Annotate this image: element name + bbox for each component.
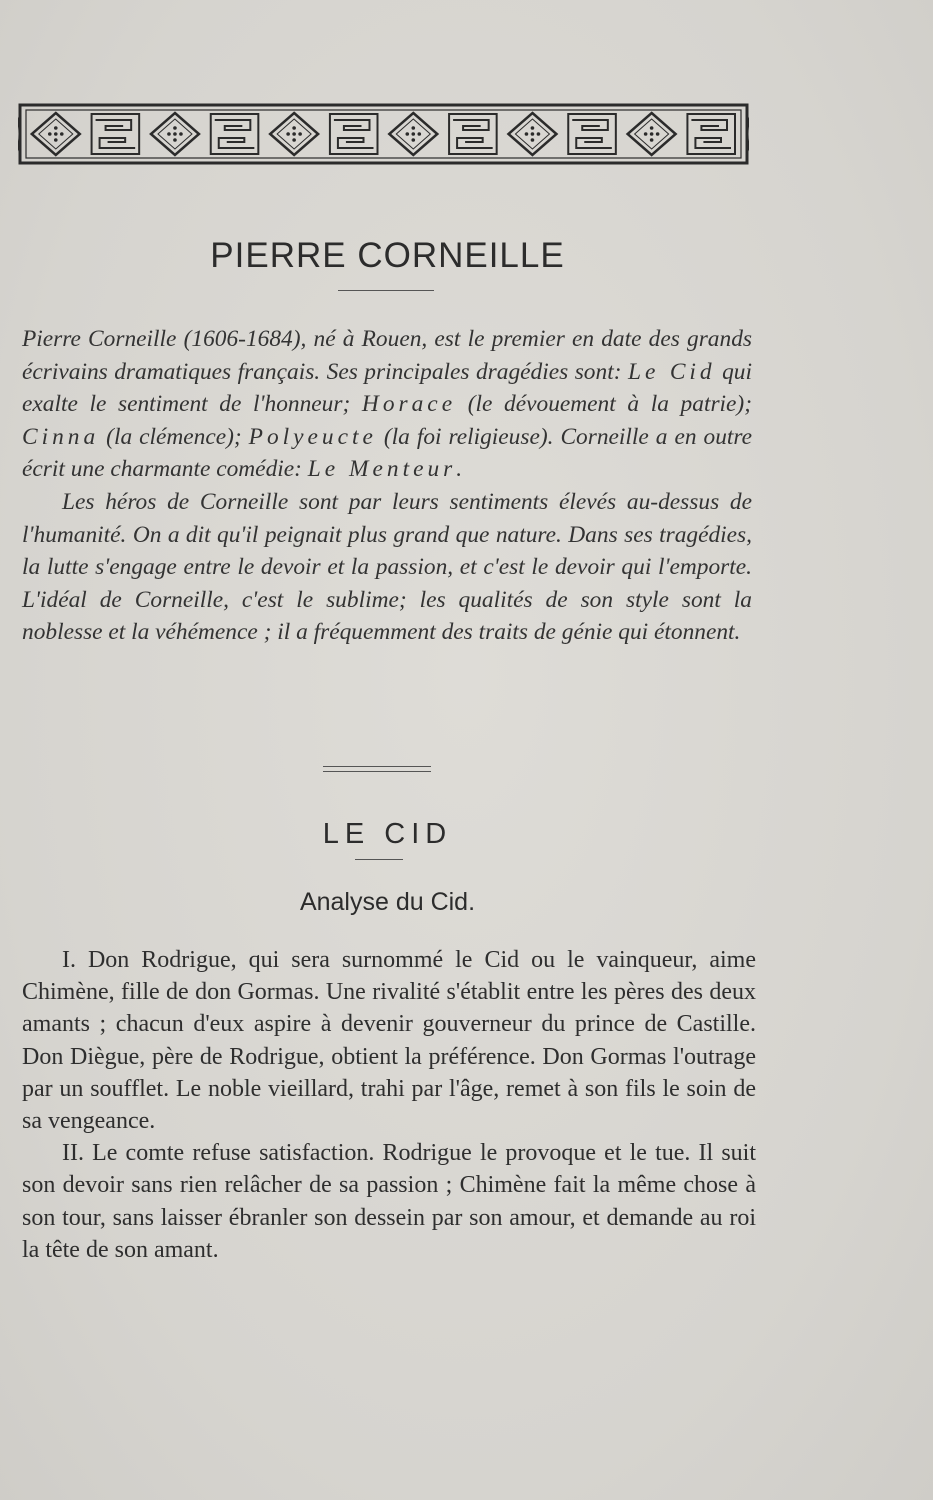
border-tile <box>32 113 80 155</box>
border-tile <box>508 113 556 155</box>
play-title: Polyeucte <box>248 423 377 450</box>
border-tile <box>151 113 199 155</box>
section-divider-bottom <box>323 771 431 772</box>
border-tile <box>211 114 259 154</box>
analysis-paragraph-1: I. Don Rodrigue, qui sera surnommé le Cid ou le vainqueur, aime Chimène, fille de don Gormas. Une rivalité s'établit entre les pères des deux amants ; chacun d'eux aspire à devenir gouverneur du prince de Castille. Don Diègue, père de Rodrigue, obtient la préférence. Don Gormas l'outrage par un soufflet. Le noble vieillard, trahi par l'âge, remet à son fils le soin de sa vengeance. <box>22 947 756 1135</box>
border-tile <box>92 114 140 154</box>
page-title: PIERRE CORNEILLE <box>210 236 565 275</box>
biography-paragraph-1: Pierre Corneille (1606-1684), né à Rouen, est le premier en date des grands écrivains dramatiques français. Ses principales dragédies sont: Le Cid qui exalte le sentiment de l'honneur; Horace (le dévouement à la patrie); Cinna (la clémence); Polyeucte (la foi religieuse). Corneille a en outre écrit une charmante comédie: Le Menteur. <box>22 326 753 483</box>
analysis-paragraph-2: II. Le comte refuse satisfaction. Rodrigue le provoque et le tue. Il suit son devoir sans rien relâcher de sa passion ; Chimène fait la même chose à son tour, sans laisser ébranler son dessein par son amour, et demande au roi la tête de son amant. <box>22 1140 756 1263</box>
section-divider-top <box>323 766 431 767</box>
play-title: Le Menteur <box>307 456 457 483</box>
section-title: LE CID <box>322 818 453 850</box>
greek-key-border <box>18 103 749 165</box>
play-title: Horace <box>361 391 457 418</box>
title-rule <box>338 290 434 291</box>
border-tile <box>389 113 437 155</box>
border-tile <box>270 113 318 155</box>
border-tile <box>568 114 616 154</box>
biography-text <box>22 323 752 649</box>
section-subtitle: Analyse du Cid. <box>299 888 476 916</box>
border-tile <box>330 114 378 154</box>
section-title-rule <box>355 859 403 860</box>
border-tile <box>687 114 735 154</box>
play-title: Cinna <box>22 423 100 450</box>
border-tile <box>628 113 676 155</box>
border-tile <box>449 114 497 154</box>
play-title: Le Cid <box>627 358 716 385</box>
analysis-text <box>22 944 756 1266</box>
biography-paragraph-2: Les héros de Corneille sont par leurs sentiments élevés au-dessus de l'humanité. On a dit qu'il peignait plus grand que nature. Dans ses tragédies, la lutte s'engage entre le devoir et la passion, et c'est le devoir qui l'emporte. L'idéal de Corneille, c'est le sublime; les qualités de son style sont la noblesse et la véhémence ; il a fréquemment des traits de génie qui étonnent. <box>22 488 752 646</box>
